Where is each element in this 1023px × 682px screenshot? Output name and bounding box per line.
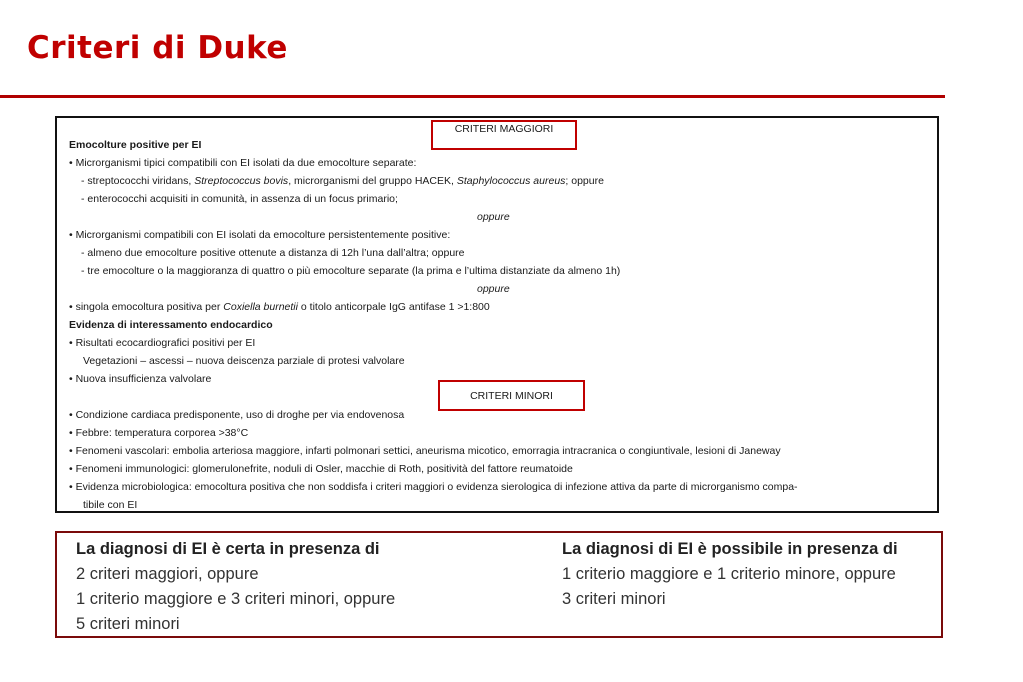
- criteria-oppure: oppure: [477, 211, 510, 223]
- diagnosis-possible-column: [562, 537, 898, 612]
- criteria-line: • Microrganismi tipici compatibili con EI isolati da due emocolture separate:: [69, 157, 417, 169]
- slide-title: Criteri di Duke: [27, 30, 288, 66]
- criteria-line: • Microrganismi compatibili con EI isolati da emocolture persistentemente positive:: [69, 229, 451, 241]
- diagnosis-item: 5 criteri minori: [76, 615, 180, 633]
- criteria-line: Vegetazioni – ascessi – nuova deiscenza parziale di protesi valvolare: [83, 355, 405, 367]
- criteria-line: Emocolture positive per EI: [69, 139, 202, 151]
- diagnosis-item: 1 criterio maggiore e 3 criteri minori, oppure: [76, 590, 396, 608]
- diagnosis-certain-heading: La diagnosi di EI è certa in presenza di: [76, 540, 380, 558]
- criteria-line: • Febbre: temperatura corporea >38°C: [69, 427, 249, 439]
- duke-criteria-table: [55, 116, 939, 513]
- criteria-line: • Nuova insufficienza valvolare: [69, 373, 212, 385]
- diagnosis-possible-heading: La diagnosi di EI è possibile in presenza di: [562, 540, 898, 558]
- minor-criteria-label: CRITERI MINORI: [470, 390, 553, 402]
- criteria-line: - enterococchi acquisiti in comunità, in assenza di un focus primario;: [81, 193, 398, 205]
- criteria-line: - streptococchi viridans, Streptococcus bovis, microrganismi del gruppo HACEK, Staphylococcus aureus; oppure: [81, 175, 604, 187]
- criteria-oppure: oppure: [477, 283, 510, 295]
- criteria-line: • Risultati ecocardiografici positivi per EI: [69, 337, 256, 349]
- diagnosis-item: 2 criteri maggiori, oppure: [76, 565, 259, 583]
- diagnosis-certain-column: [76, 537, 395, 637]
- title-divider: [0, 95, 945, 98]
- criteria-line: • Fenomeni vascolari: embolia arteriosa maggiore, infarti polmonari settici, aneurisma micotico, emorragia intracranica o congiuntivale, lesioni di Janeway: [69, 445, 781, 457]
- criteria-line: • Fenomeni immunologici: glomerulonefrite, noduli di Osler, macchie di Roth, positività del fattore reumatoide: [69, 463, 573, 475]
- major-criteria-label: CRITERI MAGGIORI: [454, 123, 554, 135]
- criteria-line: • Evidenza microbiologica: emocoltura positiva che non soddisfa i criteri maggiori o evidenza sierologica di infezione attiva da parte di microrganismo compa-: [69, 481, 798, 493]
- criteria-line: • Condizione cardiaca predisponente, uso di droghe per via endovenosa: [69, 409, 405, 421]
- diagnosis-box: [55, 531, 943, 638]
- diagnosis-item: 1 criterio maggiore e 1 criterio minore, oppure: [562, 565, 896, 583]
- criteria-line: • singola emocoltura positiva per Coxiella burnetii o titolo anticorpale IgG antifase 1 >1:800: [69, 301, 490, 313]
- minor-criteria-highlight: [438, 380, 585, 411]
- criteria-line: - almeno due emocolture positive ottenute a distanza di 12h l’una dall’altra; oppure: [81, 247, 465, 259]
- criteria-line: Evidenza di interessamento endocardico: [69, 319, 273, 331]
- diagnosis-item: 3 criteri minori: [562, 590, 666, 608]
- criteria-line: - tre emocolture o la maggioranza di quattro o più emocolture separate (la prima e l’ultima distanziate da almeno 1h): [81, 265, 621, 277]
- criteria-line: tibile con EI: [83, 499, 138, 511]
